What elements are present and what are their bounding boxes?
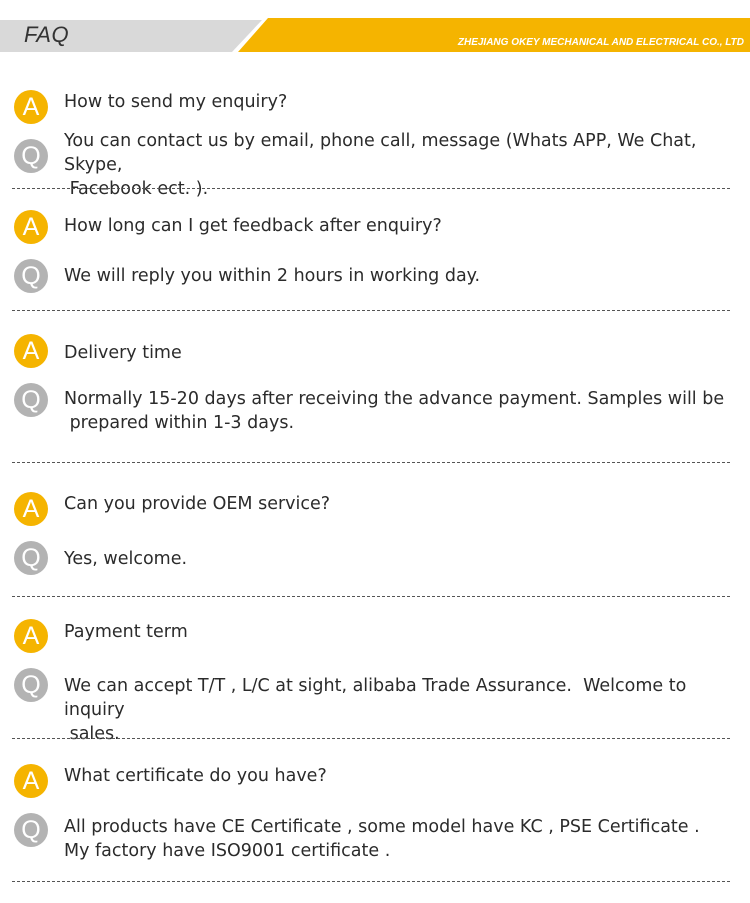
dashed-divider <box>12 310 730 311</box>
faq-answer: You can contact us by email, phone call, message (Whats APP, We Chat, Skype, Facebook ect. ). <box>64 131 697 199</box>
question-badge: A <box>14 210 48 244</box>
answer-badge: Q <box>14 139 48 173</box>
faq-answer: All products have CE Certificate , some model have KC , PSE Certificate . My factory have ISO9001 certificate . <box>64 817 700 861</box>
answer-badge: Q <box>14 259 48 293</box>
answer-badge: Q <box>14 541 48 575</box>
faq-question: What certificate do you have? <box>64 766 327 786</box>
page-title: FAQ <box>24 22 70 47</box>
answer-badge: Q <box>14 383 48 417</box>
dashed-divider <box>12 462 730 463</box>
question-badge: A <box>14 334 48 368</box>
question-badge: A <box>14 90 48 124</box>
question-badge: A <box>14 492 48 526</box>
dashed-divider <box>12 188 730 189</box>
faq-question: Delivery time <box>64 343 182 363</box>
faq-question: How long can I get feedback after enquiry? <box>64 216 442 236</box>
company-name: ZHEJIANG OKEY MECHANICAL AND ELECTRICAL CO., LTD <box>457 37 744 48</box>
faq-question: Payment term <box>64 622 188 642</box>
faq-question: How to send my enquiry? <box>64 92 288 112</box>
answer-badge: Q <box>14 668 48 702</box>
dashed-divider <box>12 738 730 739</box>
question-badge: A <box>14 764 48 798</box>
answer-badge: Q <box>14 813 48 847</box>
faq-answer: We will reply you within 2 hours in working day. <box>64 266 481 286</box>
dashed-divider <box>12 596 730 597</box>
faq-answer: We can accept T/T , L/C at sight, alibaba Trade Assurance. Welcome to inquiry sales. <box>64 676 687 744</box>
dashed-divider <box>12 881 730 882</box>
question-badge: A <box>14 619 48 653</box>
faq-answer: Yes, welcome. <box>64 549 188 569</box>
faq-answer: Normally 15-20 days after receiving the advance payment. Samples will be prepared within 1-3 days. <box>64 389 725 433</box>
faq-question: Can you provide OEM service? <box>64 494 331 514</box>
